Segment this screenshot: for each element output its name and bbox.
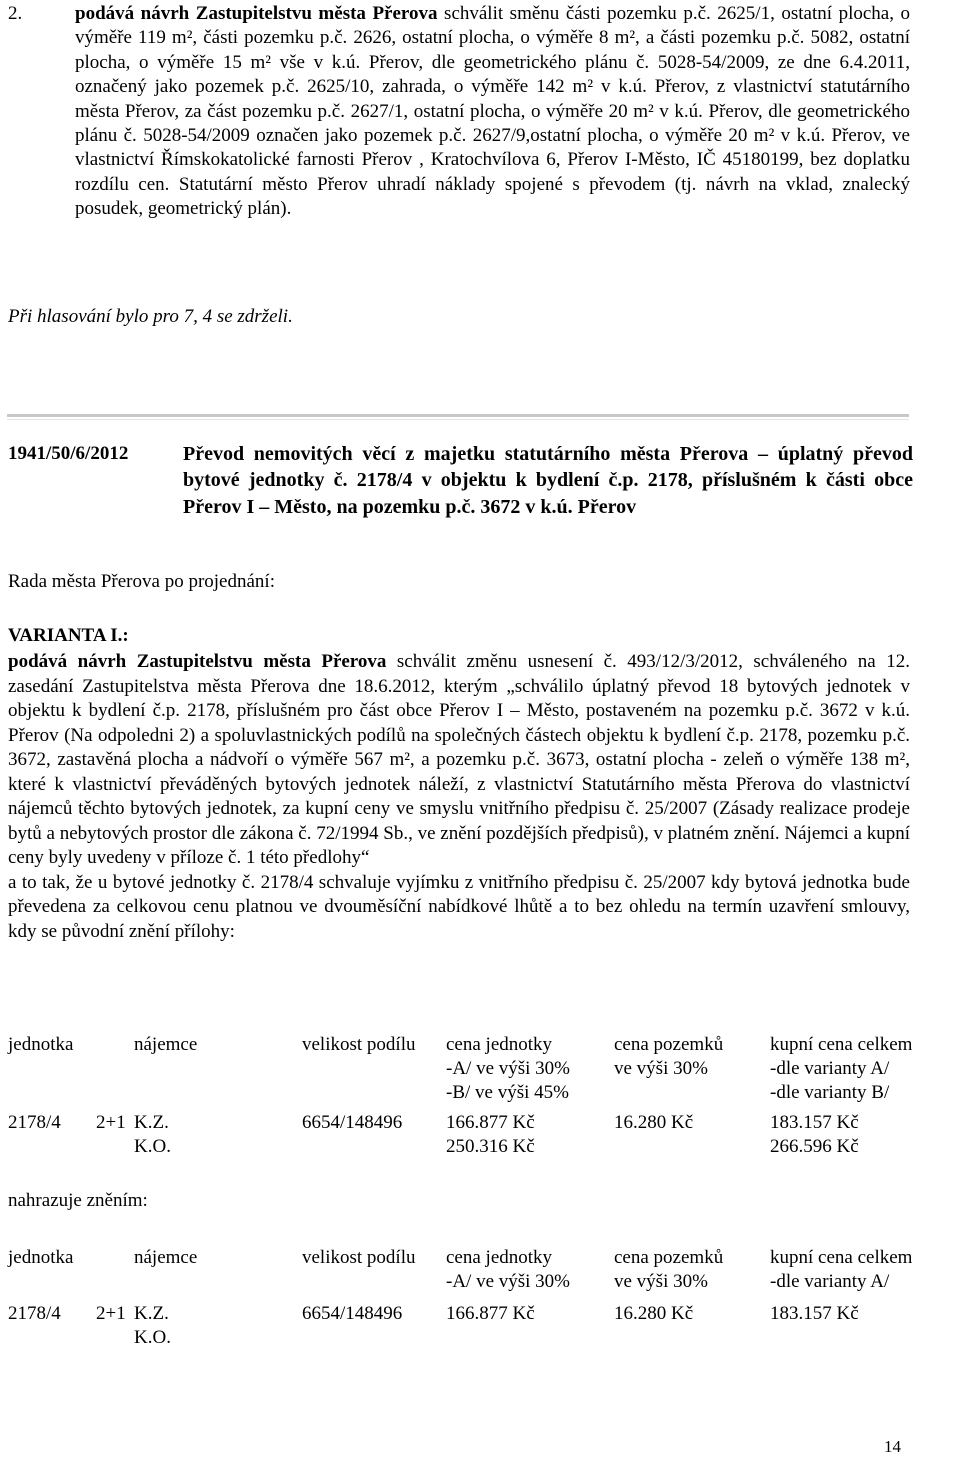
cell-unit: 2178/4 — [8, 1303, 61, 1324]
header-share: velikost podílu — [302, 1034, 416, 1055]
resolution-number: 1941/50/6/2012 — [8, 443, 129, 464]
resolution-bold-lead: podává návrh Zastupitelstvu města Přerova — [8, 651, 387, 672]
header-tenant: nájemce — [134, 1034, 198, 1055]
header-unit: jednotka — [8, 1247, 74, 1268]
section-2-text — [75, 2, 910, 222]
section-number: 2. — [8, 3, 23, 24]
cell-unit: 2178/4 — [8, 1112, 61, 1133]
cell-size: 2+1 — [96, 1112, 126, 1133]
cell-price-unit: 166.877 Kč 250.316 Kč — [446, 1112, 535, 1157]
cell-price-total: 183.157 Kč — [770, 1303, 859, 1324]
header-unit: jednotka — [8, 1034, 74, 1055]
vote-result: Při hlasování bylo pro 7, 4 se zdrželi. — [8, 306, 293, 327]
page-number: 14 — [884, 1437, 901, 1456]
section-2-bold-lead: podává návrh Zastupitelstvu města Přerova — [75, 3, 438, 24]
resolution-title: Převod nemovitých věcí z majetku statutárního města Přerova – úplatný převod bytové jednotky č. 2178/4 v objektu k bydlení č.p. 2178, příslušném k části obce Přerov I – Město, na pozemku p.č. 3672 v k.ú. Přerov — [183, 443, 913, 518]
cell-share: 6654/148496 — [302, 1303, 403, 1324]
header-price-total: kupní cena celkem -dle varianty A/ -dle varianty B/ — [770, 1034, 913, 1103]
cell-tenant: K.Z. K.O. — [134, 1303, 171, 1348]
new-price-table — [8, 1246, 938, 1350]
replaced-by-label: nahrazuje zněním: — [8, 1190, 148, 1211]
header-price-unit: cena jednotky -A/ ve výši 30% -B/ ve výši 45% — [446, 1034, 571, 1103]
header-price-unit: cena jednotky -A/ ve výši 30% — [446, 1247, 571, 1292]
section-2-body: schválit směnu části pozemku p.č. 2625/1, ostatní plocha, o výměře 119 m², části pozemku p.č. 2626, ostatní plocha, o výměře 8 m², a části pozemku p.č. 5082, ostatní plocha, o výměře 15 m² vše v k.ú. Přerov, dle geometrického plánu č. 5028-54/2009, ze dne 6.4.2011, označený jako pozemek p.č. 2625/10, zahrada, o výměře 142 m² v k.ú. Přerov, z vlastnictví statutárního města Přerov, za část pozemku p.č. 2627/1, ostatní plocha, o výměře 20 m² v k.ú. Přerov, dle geometrického plánu č. 5028-54/2009 označen jako pozemek p.č. 2627/9,ostatní plocha, o výměře 20 m² v k.ú. Přerov, ve vlastnictví Římskokatolické farnosti Přerov , Kratochvílova 6, Přerov I-Město, IČ 45180199, bez doplatku rozdílu cen. Statutární město Přerov uhradí náklady spojené s převodem (tj. návrh na vklad, znalecký posudek, geometrický plán). — [75, 3, 910, 220]
resolution-body — [8, 650, 910, 944]
original-price-table — [8, 1033, 938, 1159]
resolution-paragraph-2: a to tak, že u bytové jednotky č. 2178/4 schvaluje vyjímku z vnitřního předpisu č. 25/2007 kdy bytová jednotka bude převedena za celkovou cenu platnou ve dvouměsíční nabídkové lhůtě a to bez ohledu na termín uzavření smlouvy, kdy se původní znění přílohy: — [8, 871, 910, 942]
cell-price-land: 16.280 Kč — [614, 1112, 694, 1133]
table-row — [8, 1111, 938, 1159]
council-intro: Rada města Přerova po projednání: — [8, 571, 275, 592]
header-price-land: cena pozemků ve výši 30% — [614, 1034, 724, 1079]
cell-price-total: 183.157 Kč 266.596 Kč — [770, 1112, 859, 1157]
header-price-land: cena pozemků ve výši 30% — [614, 1247, 724, 1292]
cell-price-land: 16.280 Kč — [614, 1303, 694, 1324]
cell-price-unit: 166.877 Kč — [446, 1303, 535, 1324]
separator-line-shadow — [7, 419, 909, 420]
table-header-row — [8, 1033, 938, 1105]
variant-heading: VARIANTA I.: — [8, 625, 129, 646]
cell-tenant: K.Z. K.O. — [134, 1112, 171, 1157]
table-header-row — [8, 1246, 938, 1294]
cell-share: 6654/148496 — [302, 1112, 403, 1133]
resolution-paragraph-1 — [8, 650, 910, 871]
cell-size: 2+1 — [96, 1303, 126, 1324]
resolution-paragraph-1-text: schválit změnu usnesení č. 493/12/3/2012, schváleného na 12. zasedání Zastupitelstva města Přerova dne 18.6.2012, kterým „schválilo úplatný převod 18 bytových jednotek v objektu k bydlení č.p. 2178, příslušném pro část obce Přerov I – Město, postaveném na pozemku p.č. 3672 v k.ú. Přerov (Na odpoledni 2) a spoluvlastnických podílů na společných částech objektu k bydlení č.p. 2178, pozemku p.č. 3672, zastavěná plocha a nádvoří o výměře 567 m², a pozemku p.č. 3673, ostatní plocha - zeleň o výměře 138 m², které k vlastnictví převáděných bytových jednotek náleží, z vlastnictví Statutárního města Přerova do vlastnictví nájemců těchto bytových jednotek, za kupní ceny ve smyslu vnitřního předpisu č. 25/2007 (Zásady realizace prodeje bytů a nebytových prostor dle zákona č. 72/1994 Sb., ve znění pozdějších předpisů), v platném znění. Nájemci a kupní ceny byly uvedeny v příloze č. 1 této předlohy“ — [8, 651, 910, 868]
separator-line — [7, 414, 909, 417]
header-tenant: nájemce — [134, 1247, 198, 1268]
table-row — [8, 1302, 938, 1350]
header-price-total: kupní cena celkem -dle varianty A/ — [770, 1247, 913, 1292]
header-share: velikost podílu — [302, 1247, 416, 1268]
